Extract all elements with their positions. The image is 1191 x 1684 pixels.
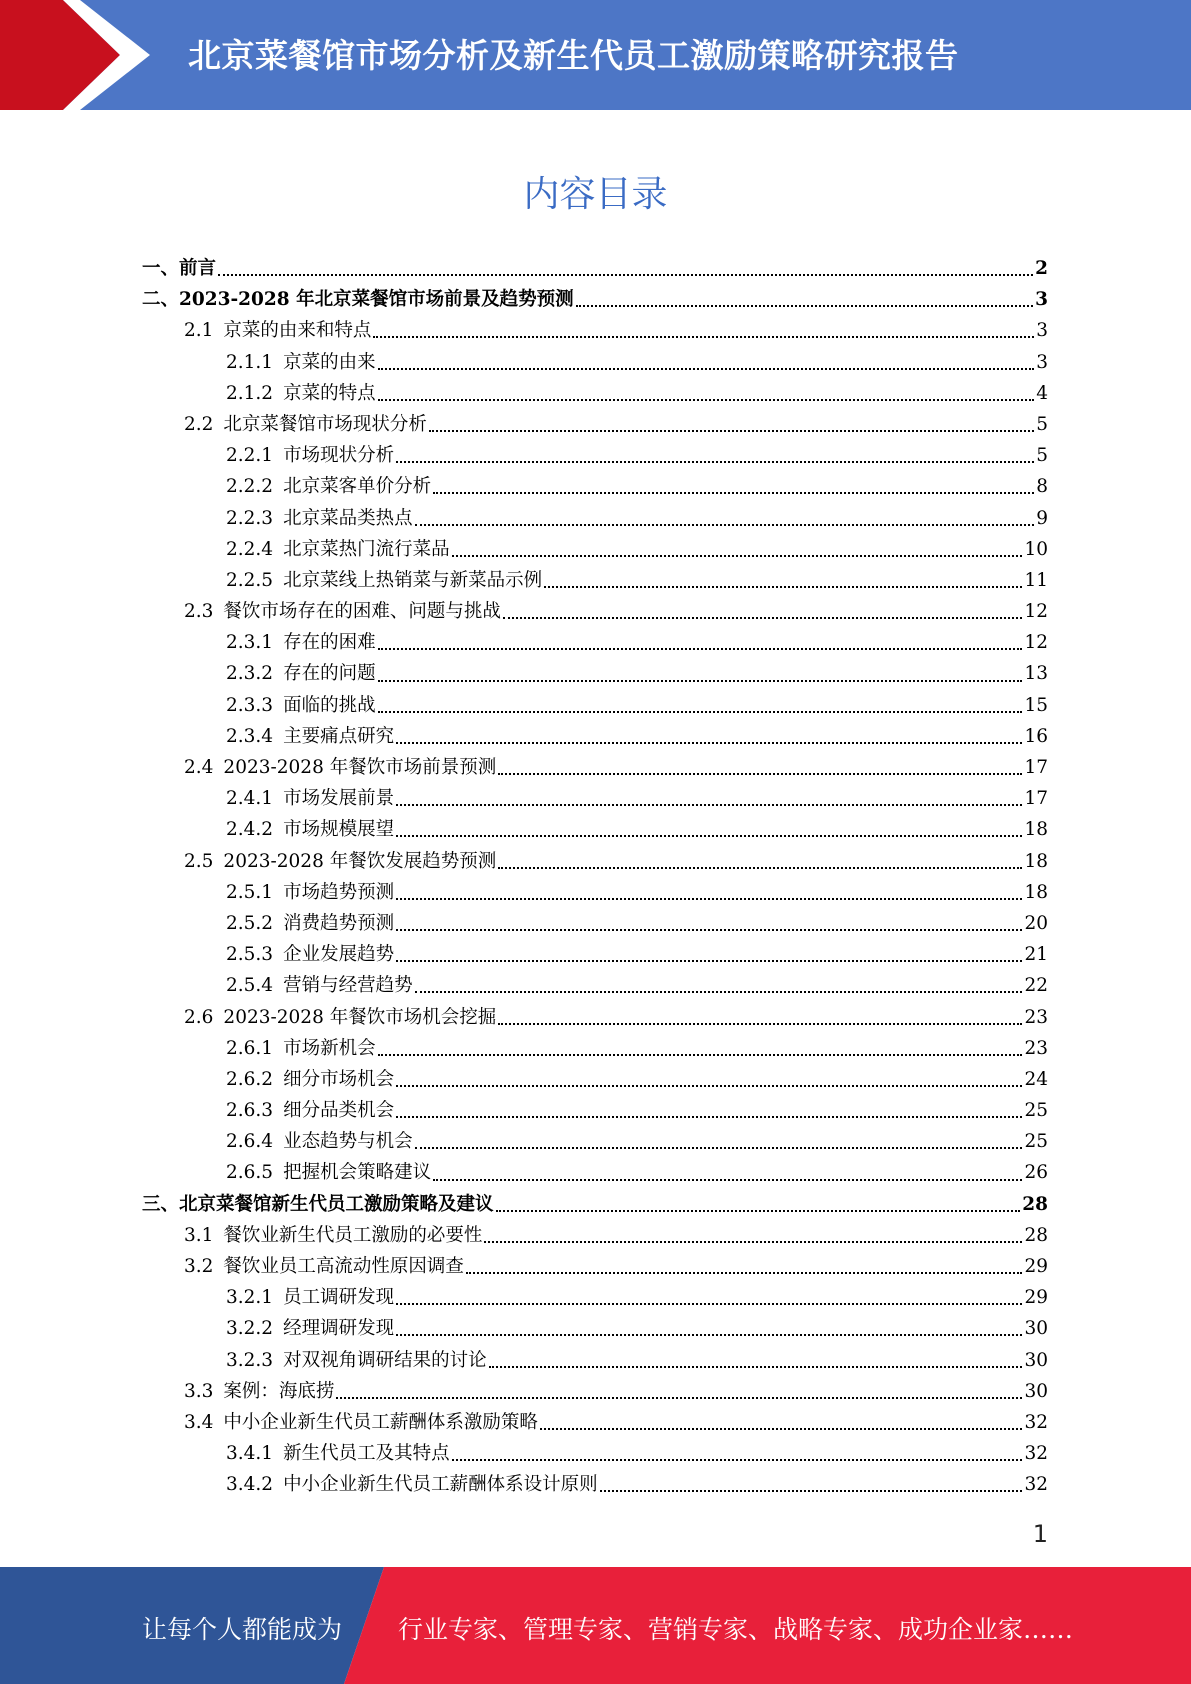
toc-entry-number: 3.4.1: [226, 1443, 274, 1465]
toc-dot-leader: [466, 1271, 1023, 1274]
toc-entry[interactable]: [142, 441, 1048, 472]
page-number: 1: [1032, 1520, 1048, 1548]
toc-entry[interactable]: [142, 691, 1048, 722]
toc-entry-number: 3.3: [184, 1380, 214, 1402]
toc-entry-title: 北京菜品类热点: [283, 507, 413, 529]
toc-entry-number: 2.5.4: [226, 975, 274, 997]
toc-entry-page: 15: [1024, 694, 1048, 716]
toc-entry-title: 京菜的特点: [283, 382, 376, 404]
footer-band: [0, 1567, 1191, 1684]
toc-entry-number: 三、: [142, 1193, 180, 1215]
toc-entry-number: 3.4: [184, 1411, 214, 1433]
toc-entry-number: 3.4.2: [226, 1474, 274, 1496]
toc-entry-title: 北京菜热门流行菜品: [283, 538, 450, 560]
toc-entry-number: 一、: [142, 258, 180, 279]
toc-entry-number: 2.5.2: [226, 912, 274, 934]
toc-entry-number: 2.6.3: [226, 1100, 274, 1122]
toc-entry-number: 2.2: [184, 413, 214, 435]
toc-entry-number: 2.6.5: [226, 1162, 274, 1184]
toc-dot-leader: [378, 398, 1035, 401]
toc-entry[interactable]: [142, 504, 1048, 535]
toc-dot-leader: [415, 1146, 1023, 1149]
toc-entry-number: 2.6.2: [226, 1068, 274, 1090]
toc-entry-page: 24: [1024, 1068, 1048, 1090]
toc-entry-page: 10: [1024, 538, 1048, 560]
toc-dot-leader: [600, 1489, 1023, 1492]
toc-entry[interactable]: [142, 316, 1048, 347]
toc-entry-page: 20: [1024, 912, 1048, 934]
toc-entry-title: 2023-2028 年北京菜餐馆市场前景及趋势预测: [179, 289, 574, 311]
toc-entry[interactable]: [142, 1470, 1048, 1501]
toc-entry[interactable]: [142, 1377, 1048, 1408]
toc-entry[interactable]: [142, 784, 1048, 815]
toc-dot-leader: [498, 866, 1022, 869]
toc-entry-page: 8: [1036, 476, 1048, 498]
toc-dot-leader: [396, 1333, 1022, 1336]
toc-entry-title: 细分市场机会: [283, 1068, 395, 1090]
toc-entry-title: 中小企业新生代员工薪酬体系设计原则: [283, 1474, 598, 1496]
toc-entry-number: 2.4.1: [226, 788, 274, 810]
toc-dot-leader: [396, 803, 1022, 806]
toc-entry-title: 2023-2028 年餐饮市场前景预测: [223, 757, 497, 778]
toc-dot-leader: [489, 1365, 1023, 1368]
toc-entry-title: 把握机会策略建议: [283, 1162, 432, 1184]
toc-entry-page: 18: [1024, 850, 1048, 872]
toc-entry-page: 17: [1024, 788, 1048, 810]
toc-entry[interactable]: [142, 254, 1048, 285]
toc-entry[interactable]: [142, 1096, 1048, 1127]
toc-entry-title: 经理调研发现: [283, 1318, 395, 1340]
toc-entry-number: 2.5: [184, 850, 214, 872]
toc-entry-number: 2.4.2: [226, 819, 274, 841]
toc-entry-title: 业态趋势与机会: [283, 1131, 413, 1153]
toc-dot-leader: [378, 367, 1035, 370]
toc-dot-leader: [415, 990, 1023, 993]
toc-entry-page: 3: [1036, 351, 1048, 373]
toc-entry[interactable]: [142, 971, 1048, 1002]
toc-entry[interactable]: [142, 285, 1048, 316]
toc-entry[interactable]: [142, 1065, 1048, 1096]
toc-heading: 内容目录: [523, 174, 668, 215]
toc-entry-page: 3: [1035, 289, 1048, 311]
toc-entry-number: 3.2: [184, 1256, 214, 1277]
toc-entry-title: 2023-2028 年餐饮市场机会挖掘: [223, 1006, 497, 1028]
toc-entry-number: 2.3.4: [226, 725, 274, 747]
toc-entry-title: 市场发展前景: [283, 788, 395, 810]
toc-entry-number: 2.2.5: [226, 569, 274, 591]
toc-entry[interactable]: [142, 940, 1048, 971]
toc-entry-page: 28: [1022, 1193, 1048, 1215]
toc-dot-leader: [498, 1022, 1022, 1025]
toc-entry-title: 案例：海底捞: [223, 1380, 335, 1402]
toc-entry[interactable]: [142, 1190, 1048, 1221]
toc-entry-title: 市场新机会: [283, 1037, 376, 1059]
toc-dot-leader: [396, 1084, 1022, 1087]
toc-entry[interactable]: [142, 1127, 1048, 1158]
toc-entry-page: 13: [1024, 663, 1048, 685]
toc-entry[interactable]: [142, 878, 1048, 909]
toc-entry-page: 4: [1036, 382, 1048, 404]
toc-dot-leader: [218, 273, 1033, 276]
toc-dot-leader: [496, 1209, 1021, 1212]
toc-entry[interactable]: [142, 1158, 1048, 1189]
toc-entry-title: 京菜的由来和特点: [223, 320, 372, 342]
toc-entry-page: 30: [1024, 1380, 1048, 1402]
toc-entry-title: 营销与经营趋势: [283, 975, 413, 997]
toc-entry[interactable]: [142, 410, 1048, 441]
toc-entry-title: 北京菜餐馆新生代员工激励策略及建议: [179, 1193, 494, 1215]
toc-entry-number: 3.2.3: [226, 1349, 274, 1371]
toc-dot-leader: [540, 1427, 1023, 1430]
toc-dot-leader: [373, 335, 1034, 338]
toc-entry-number: 2.2.2: [226, 476, 274, 498]
toc-dot-leader: [415, 523, 1035, 526]
toc-dot-leader: [503, 616, 1023, 619]
toc-entry[interactable]: [142, 815, 1048, 846]
toc-dot-leader: [396, 460, 1034, 463]
toc-dot-leader: [396, 834, 1022, 837]
toc-entry-page: 30: [1024, 1349, 1048, 1371]
toc-entry[interactable]: [142, 659, 1048, 690]
toc-entry-page: 26: [1024, 1162, 1048, 1184]
toc-entry-page: 32: [1024, 1411, 1048, 1433]
toc-entry-page: 29: [1024, 1256, 1048, 1277]
toc-dot-leader: [452, 1458, 1023, 1461]
toc-entry-title: 市场趋势预测: [283, 881, 395, 903]
toc-entry-number: 2.1.1: [226, 351, 274, 373]
toc-dot-leader: [396, 928, 1022, 931]
toc-entry[interactable]: [142, 1283, 1048, 1314]
toc-entry-page: 17: [1024, 757, 1048, 778]
toc-dot-leader: [544, 585, 1022, 588]
toc-entry-number: 2.6.1: [226, 1037, 274, 1059]
toc-entry-title: 细分品类机会: [283, 1100, 395, 1122]
toc-entry[interactable]: [142, 753, 1048, 784]
toc-dot-leader: [336, 1396, 1022, 1399]
toc-entry-number: 2.5.3: [226, 944, 274, 966]
toc-entry-number: 2.6.4: [226, 1131, 274, 1153]
toc-entry[interactable]: [142, 1346, 1048, 1377]
toc-entry-title: 京菜的由来: [283, 351, 376, 373]
toc-entry[interactable]: [142, 1408, 1048, 1439]
toc-entry-title: 餐饮市场存在的困难、问题与挑战: [223, 601, 501, 623]
toc-entry-title: 前言: [179, 258, 217, 279]
toc-dot-leader: [433, 491, 1034, 494]
toc-dot-leader: [378, 679, 1023, 682]
toc-entry-page: 12: [1024, 632, 1048, 654]
toc-entry-page: 32: [1024, 1474, 1048, 1496]
toc-dot-leader: [396, 959, 1022, 962]
toc-entry-title: 餐饮业新生代员工激励的必要性: [223, 1224, 483, 1246]
toc-entry[interactable]: [142, 472, 1048, 503]
toc-entry-page: 21: [1024, 944, 1048, 966]
toc-entry[interactable]: [142, 1314, 1048, 1345]
toc-entry[interactable]: [142, 1034, 1048, 1065]
toc-dot-leader: [396, 741, 1022, 744]
toc-entry[interactable]: [142, 847, 1048, 878]
toc-dot-leader: [396, 1302, 1022, 1305]
toc-entry-page: 29: [1024, 1287, 1048, 1309]
toc-dot-leader: [433, 1178, 1022, 1181]
toc-dot-leader: [429, 429, 1034, 432]
toc-entry-title: 市场现状分析: [283, 445, 395, 467]
toc-entry-page: 25: [1024, 1100, 1048, 1122]
toc-entry-title: 新生代员工及其特点: [283, 1443, 450, 1465]
document-title: 北京菜餐馆市场分析及新生代员工激励策略研究报告: [188, 36, 959, 75]
toc-entry-number: 2.1.2: [226, 382, 274, 404]
toc-dot-leader: [378, 647, 1023, 650]
toc-entry-page: 2: [1035, 258, 1048, 279]
toc-entry[interactable]: [142, 348, 1048, 379]
toc-entry-title: 存在的问题: [283, 663, 376, 685]
toc-dot-leader: [452, 554, 1023, 557]
toc-entry[interactable]: [142, 909, 1048, 940]
toc-entry[interactable]: [142, 1003, 1048, 1034]
toc-entry-page: 16: [1024, 725, 1048, 747]
toc-entry-page: 32: [1024, 1443, 1048, 1465]
toc-entry-title: 企业发展趋势: [283, 944, 395, 966]
toc-entry-number: 2.3.1: [226, 632, 274, 654]
toc-entry-page: 25: [1024, 1131, 1048, 1153]
toc-entry-title: 对双视角调研结果的讨论: [283, 1349, 487, 1371]
toc-entry-page: 30: [1024, 1318, 1048, 1340]
toc-entry-number: 2.2.4: [226, 538, 274, 560]
toc-entry[interactable]: [142, 535, 1048, 566]
toc-entry-number: 二、: [142, 289, 180, 311]
header-arrow-decoration: [0, 0, 160, 110]
toc-entry[interactable]: [142, 628, 1048, 659]
toc-entry-page: 22: [1024, 975, 1048, 997]
toc-entry-number: 2.1: [184, 320, 214, 342]
toc-entry-title: 消费趋势预测: [283, 912, 395, 934]
toc-entry-page: 9: [1036, 507, 1048, 529]
toc-entry-page: 11: [1024, 569, 1048, 591]
footer-slogan-left: 让每个人都能成为: [142, 1615, 343, 1644]
toc-entry-title: 面临的挑战: [283, 694, 376, 716]
toc-dot-leader: [378, 1053, 1023, 1056]
footer-slogan-right: 行业专家、管理专家、营销专家、战略专家、成功企业家……: [398, 1615, 1074, 1644]
toc-entry-page: 3: [1036, 320, 1048, 342]
toc-dot-leader: [484, 1240, 1022, 1243]
toc-dot-leader: [498, 772, 1022, 775]
toc-dot-leader: [576, 304, 1034, 307]
toc-entry-number: 2.3.2: [226, 663, 274, 685]
toc-entry-page: 28: [1024, 1224, 1048, 1246]
toc-entry-title: 员工调研发现: [283, 1287, 395, 1309]
header-band: [0, 0, 1191, 110]
toc-entry-title: 北京菜线上热销菜与新菜品示例: [283, 569, 543, 591]
toc-entry-title: 主要痛点研究: [283, 725, 395, 747]
toc-entry-number: 2.2.1: [226, 445, 274, 467]
toc-entry[interactable]: [142, 597, 1048, 628]
toc-entry-title: 市场规模展望: [283, 819, 395, 841]
toc-entry-number: 2.2.3: [226, 507, 274, 529]
toc-entry-number: 3.2.1: [226, 1287, 274, 1309]
toc-entry-title: 餐饮业员工高流动性原因调查: [223, 1256, 464, 1277]
toc-entry-title: 北京菜餐馆市场现状分析: [223, 413, 427, 435]
toc-entry-title: 北京菜客单价分析: [283, 476, 432, 498]
toc-entry[interactable]: [142, 1252, 1048, 1283]
toc-entry-title: 存在的困难: [283, 632, 376, 654]
toc-entry-page: 18: [1024, 881, 1048, 903]
toc-entry-number: 2.3.3: [226, 694, 274, 716]
toc-entry-page: 12: [1024, 601, 1048, 623]
toc-entry-page: 5: [1036, 413, 1048, 435]
toc-entry-page: 18: [1024, 819, 1048, 841]
toc-dot-leader: [396, 897, 1022, 900]
toc-entry-number: 3.2.2: [226, 1318, 274, 1340]
toc-entry-number: 3.1: [184, 1224, 214, 1246]
toc-entry[interactable]: [142, 1439, 1048, 1470]
toc-entry[interactable]: [142, 566, 1048, 597]
toc-entry-number: 2.5.1: [226, 881, 274, 903]
toc-entry-page: 5: [1036, 445, 1048, 467]
toc-entry[interactable]: [142, 1221, 1048, 1252]
toc-dot-leader: [378, 710, 1023, 713]
toc-entry-page: 23: [1024, 1006, 1048, 1028]
table-of-contents: [142, 254, 1048, 1502]
toc-entry-title: 中小企业新生代员工薪酬体系激励策略: [223, 1411, 538, 1433]
toc-entry-title: 2023-2028 年餐饮发展趋势预测: [223, 850, 497, 872]
toc-dot-leader: [396, 1115, 1022, 1118]
toc-entry[interactable]: [142, 379, 1048, 410]
toc-entry-number: 2.6: [184, 1006, 214, 1028]
toc-entry-number: 2.3: [184, 601, 214, 623]
toc-entry-page: 23: [1024, 1037, 1048, 1059]
toc-entry-number: 2.4: [184, 757, 214, 778]
toc-entry[interactable]: [142, 722, 1048, 753]
